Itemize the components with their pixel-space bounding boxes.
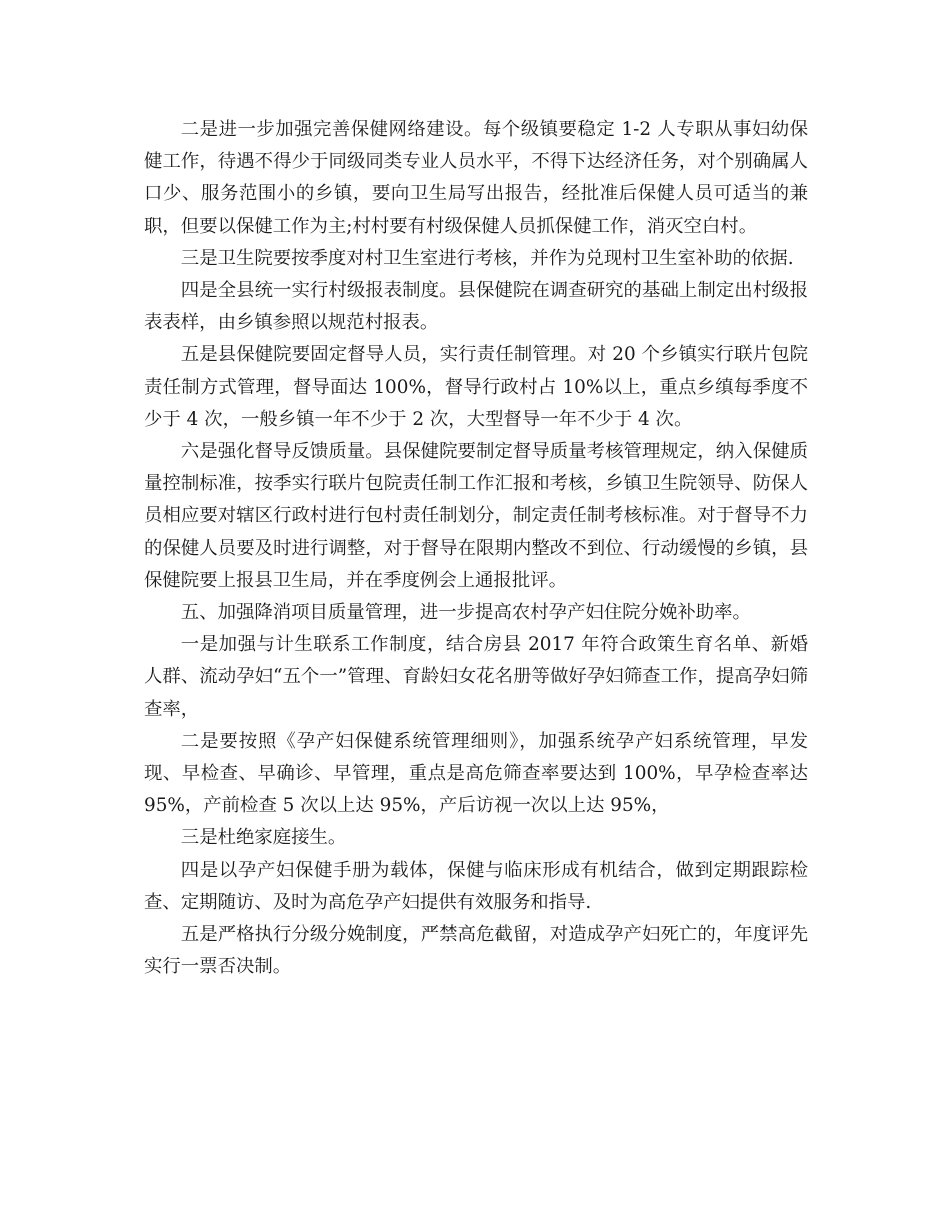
paragraph-family-planning: 一是加强与计生联系工作制度，结合房县 2017 年符合政策生育名单、新婚人群、流动孕妇“五个一”管理、育龄妇女花名册等做好孕妇筛查工作，提高孕妇筛查率，: [144, 634, 808, 720]
paragraph-village-report: 四是全县统一实行村级报表制度。县保健院在调查研究的基础上制定出村级报表表样，由乡镇参照以规范村报表。: [144, 280, 808, 334]
paragraph-graded-delivery: 五是严格执行分级分娩制度，严禁高危截留，对造成孕产妇死亡的，年度评先实行一票否决制。: [144, 924, 808, 978]
paragraph-quarterly-assessment: 三是卫生院要按季度对村卫生室进行考核，并作为兑现村卫生室补助的依据.: [180, 247, 794, 269]
paragraph-home-delivery: 三是杜绝家庭接生。: [180, 827, 347, 849]
paragraph-feedback-quality: 六是强化督导反馈质量。县保健院要制定督导质量考核管理规定，纳入保健质量控制标准，按季实行联片包院责任制工作汇报和考核，乡镇卫生院领导、防保人员相应要对辖区行政村进行包村责任制划分，制定责任制考核标准。对于督导不力的保健人员要及时进行调整，对于督导在限期内整改不到位、行动缓慢的乡镇，县保健院要上报县卫生局，并在季度例会上通报批评。: [144, 441, 808, 591]
paragraph-supervision-staff: 五是县保健院要固定督导人员，实行责任制管理。对 20 个乡镇实行联片包院责任制方式管理，督导面达 100%，督导行政村占 10%以上，重点乡缜每季度不少于 4 次，一般乡镇一年不少于 2 次，大型督导一年不少于 4 次。: [144, 344, 808, 430]
section-heading-project-quality: 五、加强降消项目质量管理，进一步提高农村孕产妇住院分娩补助率。: [180, 602, 751, 624]
paragraph-system-management: 二是要按照《孕产妇保健系统管理细则》，加强系统孕产妇系统管理，早发现、早检查、早确诊、早管理，重点是高危筛查率要达到 100%，早孕检查率达 95%，产前检查 5 次以上达 95%，产后访视一次以上达 95%，: [144, 730, 808, 817]
paragraph-network-construction: 二是进一步加强完善保健网络建设。每个级镇要稳定 1-2 人专职从事妇幼保健工作，待遇不得少于同级同类专业人员水平，不得下达经济任务，对个别确属人口少、服务范围小的乡镇，要向卫生局写出报告，经批准后保健人员可适当的兼职，但要以保健工作为主;村村要有村级保健人员抓保健工作，消灭空白村。: [144, 119, 808, 237]
document-body: [144, 114, 808, 983]
paragraph-handbook: 四是以孕产妇保健手册为载体，保健与临床形成有机结合，做到定期跟踪检查、定期随访、及时为高危孕产妇提供有效服务和指导.: [144, 859, 808, 913]
